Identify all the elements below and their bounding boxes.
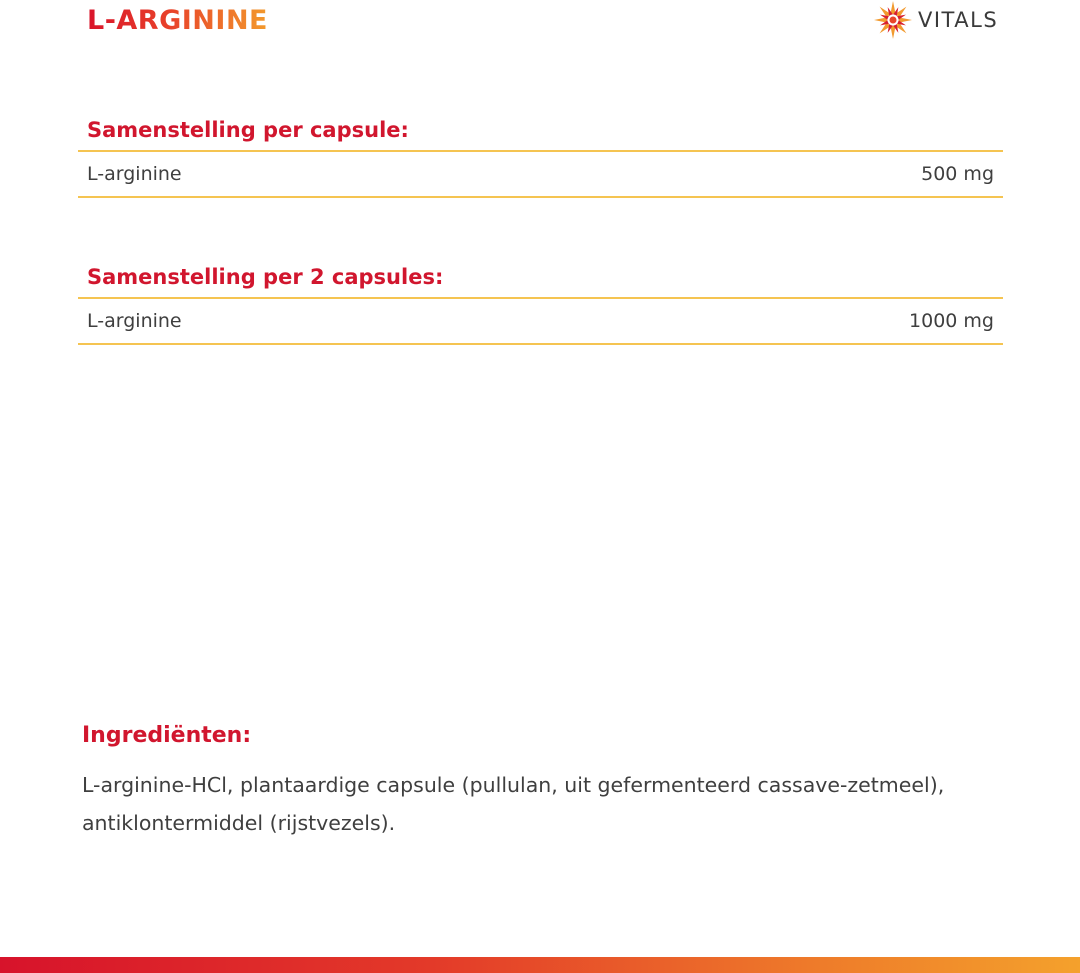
composition-table-per-capsule [78, 150, 1003, 198]
table-row [78, 299, 1003, 343]
ingredient-name: L-arginine [87, 163, 182, 185]
table-row [78, 152, 1003, 196]
composition-table-per-2-capsules [78, 297, 1003, 345]
table-rule-bottom [78, 343, 1003, 345]
ingredient-amount: 500 mg [921, 163, 994, 185]
ingredient-name: L-arginine [87, 310, 182, 332]
composition-heading-per-2-capsules: Samenstelling per 2 capsules: [87, 265, 444, 289]
brand-name: VITALS [918, 8, 999, 32]
ingredient-amount: 1000 mg [909, 310, 994, 332]
table-rule-bottom [78, 196, 1003, 198]
ingredients-heading: Ingrediënten: [82, 723, 252, 748]
ingredients-text: L-arginine-HCl, plantaardige capsule (pullulan, uit gefermenteerd cassave-zetmeel), antiklontermiddel (rijstvezels). [82, 773, 945, 835]
composition-heading-per-capsule: Samenstelling per capsule: [87, 118, 409, 142]
bottom-gradient-bar [0, 957, 1080, 973]
product-title: L-ARGININE [87, 5, 268, 36]
brand-logo [872, 0, 998, 40]
sunburst-logo-icon [872, 0, 914, 40]
